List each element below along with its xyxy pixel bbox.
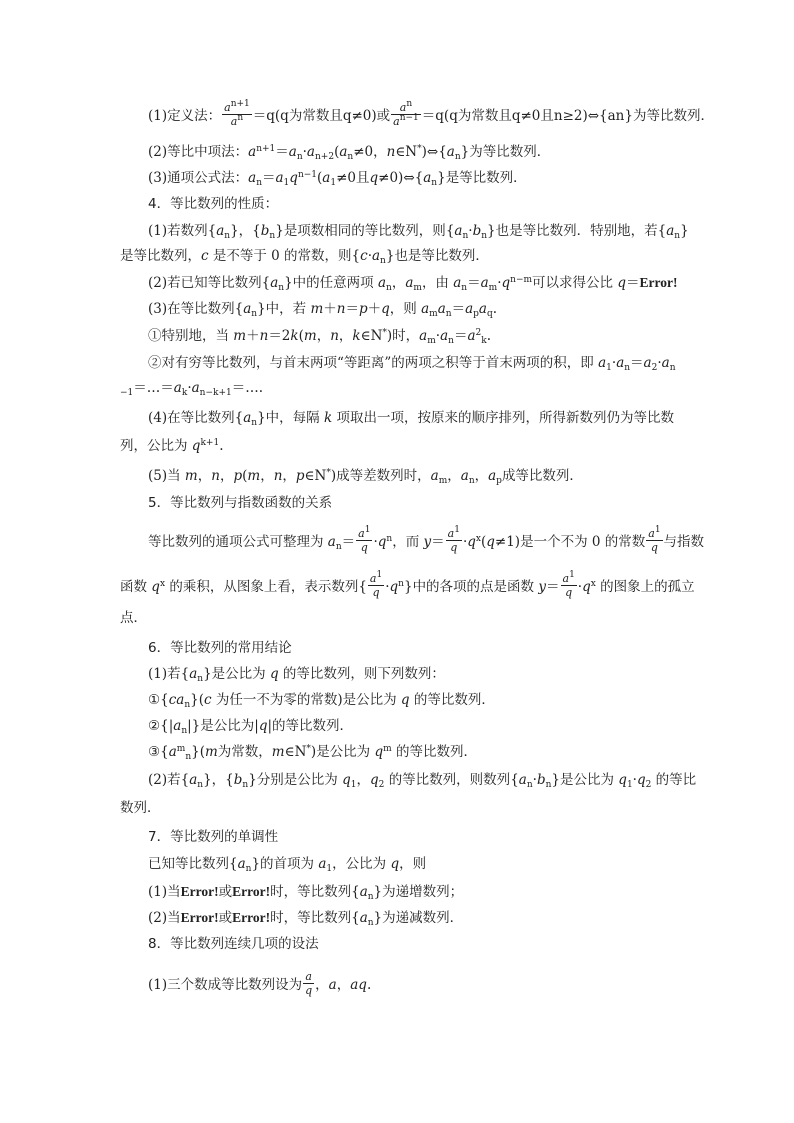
conclusion-1-ii: $②\{|a_n|\}$是公比为|q|的等比数列． bbox=[148, 718, 354, 736]
conclusion-2: (2)若$\{a_n\}$，$\{b_n\}$分别是公比为 $q_1$，$q_2$ 的等比数列，则数列$\{a_n\cdot b_n\}$是公比为 $q_1\cdot q_2$ 的等比 bbox=[148, 772, 697, 790]
property-5: (5)当 m，n，p(m，n，p∈N*)成等差数列时，$a_m$，$a_n$，$a_p$成等比数列． bbox=[148, 468, 583, 486]
fraction: $\frac{a^n}{a^{n-1}}$ bbox=[393, 99, 419, 128]
middle-term-line: (2)等比中项法：$a^{n+1}=a_n\cdot a_{n+2}(a_n\ne 0$，$n\in N^*)\Leftrightarrow\{a_n\}$为等比数列． bbox=[148, 144, 551, 162]
section-heading-6: 6．等比数列的常用结论 bbox=[148, 640, 292, 656]
section-heading-5: 5．等比数列与指数函数的关系 bbox=[148, 495, 333, 511]
exp-relation-3: 点． bbox=[120, 610, 147, 626]
property-2: (2)若已知等比数列$\{a_n\}$中的任意两项 $a_n$，$a_m$，由 $a_n=a_m\cdot q^{n-m}$可以求得公比 q＝Error! bbox=[148, 275, 678, 293]
conclusion-2-cont: 数列． bbox=[120, 800, 161, 816]
property-3-special: ①特别地，当 m＋n＝2k(m，n，k∈N*)时，$a_m\cdot a_n=a^2_k$. bbox=[148, 328, 491, 346]
property-3-finite-cont: $_{-1}=\dots=a_k\cdot a_{n-k+1}=\dots$. bbox=[120, 380, 264, 398]
property-3: (3)在等比数列$\{a_n\}$中，若 m＋n＝p＋q，则 $a_ma_n=a_pa_q$. bbox=[148, 301, 498, 319]
monotonic-intro: 已知等比数列$\{a_n\}$的首项为 $a_1$，公比为 q，则 bbox=[148, 856, 427, 874]
property-1-cont: 是等比数列，c 是不等于 0 的常数，则$\{c\cdot a_n\}$也是等比数列． bbox=[120, 248, 489, 266]
monotonic-2: (2)当Error!或Error!时，等比数列$\{a_n\}$为递减数列． bbox=[148, 910, 464, 928]
property-4: (4)在等比数列$\{a_n\}$中，每隔 k 项取出一项，按原来的顺序排列，所得新数列仍为等比数 bbox=[148, 410, 674, 428]
conclusion-1-i: $①\{ca_n\}(c$ 为任一不为零的常数)是公比为 q 的等比数列． bbox=[148, 692, 495, 710]
general-term-line: (3)通项公式法：$a_n=a_1q^{n-1}(a_1\ne 0$且$q\ne 0)\Leftrightarrow\{a_n\}$是等比数列． bbox=[148, 170, 527, 188]
def-method-line: (1)定义法： $\frac{a^{n+1}}{a^n}$ ＝q(q为常数且q≠0)或 $\frac{a^n}{a^{n-1}}$ ＝q(q为常数且q≠0且n≥2)⇔{an}为等比数列． bbox=[148, 99, 714, 128]
section-heading-7: 7．等比数列的单调性 bbox=[148, 829, 279, 845]
exp-relation-2: 函数 $q^x$ 的乘积，从图象上看，表示数列{ $\frac{a^1}{q}$ $\cdot q^n$}中的各项的点是函数 y＝ $\frac{a^1}{q}$ $\cdot q^x$ 的图象上的孤立 bbox=[120, 570, 695, 599]
monotonic-1: (1)当Error!或Error!时，等比数列$\{a_n\}$为递增数列； bbox=[148, 884, 464, 902]
property-4-cont: 列，公比为 $q^{k+1}$. bbox=[120, 438, 224, 454]
conclusion-1-iii: $③\{a^m_n\}(m$为常数，m∈N*)是公比为 $q^m$ 的等比数列． bbox=[148, 744, 477, 762]
property-1: (1)若数列$\{a_n\}$，$\{b_n\}$是项数相同的等比数列，则$\{a_n\cdot b_n\}$也是等比数列．特别地，若$\{a_n\}$ bbox=[148, 223, 689, 241]
section-heading-8: 8．等比数列连续几项的设法 bbox=[148, 936, 319, 952]
exp-relation-1: 等比数列的通项公式可整理为 $a_n=$ $\frac{a^1}{q}$ $\cdot q^n$，而 y＝ $\frac{a^1}{q}$ $\cdot q^x(q\ne 1)$是一个不为 0 的常数 $\frac{a^1}{q}$ 与指数 bbox=[148, 525, 705, 554]
conclusion-1: (1)若$\{a_n\}$是公比为 q 的等比数列，则下列数列： bbox=[148, 666, 445, 684]
property-3-finite: ②对有穷等比数列，与首末两项“等距离”的两项之积等于首末两项的积，即 $a_1\cdot a_n=a_2\cdot a_n$ bbox=[148, 355, 676, 373]
fraction: $\frac{a^{n+1}}{a^n}$ bbox=[224, 99, 250, 128]
three-terms-line: (1)三个数成等比数列设为 $\frac{a}{q}$ ，a，aq. bbox=[148, 970, 372, 997]
section-heading-4: 4．等比数列的性质： bbox=[148, 196, 279, 212]
